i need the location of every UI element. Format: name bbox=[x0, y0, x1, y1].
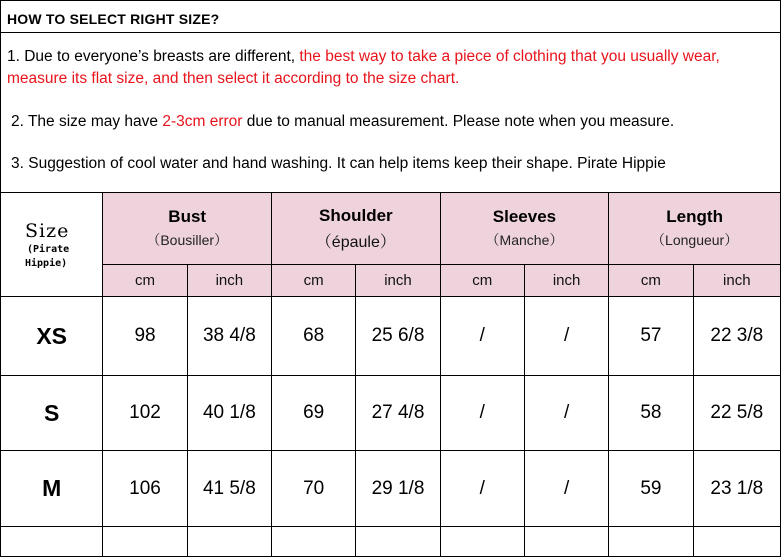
shoulder-title: Shoulder bbox=[318, 205, 393, 225]
info-line-3: 3. Suggestion of cool water and hand washing. It can help items keep their shape. Pirate Hippie bbox=[11, 155, 666, 172]
info-title: HOW TO SELECT RIGHT SIZE? bbox=[7, 11, 220, 27]
sleeves-header bbox=[440, 193, 609, 265]
row-size-label: S bbox=[1, 376, 103, 451]
table-cell: 106 bbox=[103, 451, 187, 527]
table-cell: / bbox=[440, 451, 524, 527]
table-cell-empty bbox=[609, 527, 693, 557]
table-cell: 27 4/8 bbox=[356, 376, 440, 451]
table-cell: 40 1/8 bbox=[187, 376, 271, 451]
size-column-note-2: Hippie) bbox=[25, 257, 68, 269]
header-unit-row bbox=[1, 265, 781, 297]
table-cell-empty bbox=[103, 527, 187, 557]
table-cell: 69 bbox=[272, 376, 356, 451]
table-cell: 22 5/8 bbox=[693, 376, 780, 451]
size-guide-info bbox=[0, 0, 781, 193]
table-cell: 29 1/8 bbox=[356, 451, 440, 527]
unit-cell: cm bbox=[103, 265, 187, 297]
table-cell-empty bbox=[693, 527, 780, 557]
table-cell: / bbox=[440, 376, 524, 451]
row-size-label: M bbox=[1, 451, 103, 527]
table-cell: 25 6/8 bbox=[356, 297, 440, 376]
table-cell-empty bbox=[524, 527, 608, 557]
info-line-1-highlight: the best way to take a piece of clothing that you usually wear, bbox=[299, 48, 720, 65]
unit-cell: inch bbox=[524, 265, 608, 297]
unit-cell: cm bbox=[609, 265, 693, 297]
size-column-note-1: (Pirate bbox=[27, 243, 70, 255]
info-line-2 bbox=[11, 111, 674, 133]
info-line-2-highlight: 2-3cm error bbox=[162, 113, 243, 130]
header-group-row bbox=[1, 193, 781, 265]
table-row bbox=[1, 297, 781, 376]
table-cell: 70 bbox=[272, 451, 356, 527]
length-title: Length bbox=[666, 207, 723, 226]
table-cell: 41 5/8 bbox=[187, 451, 271, 527]
title-divider bbox=[1, 32, 780, 33]
row-size-label: XS bbox=[1, 297, 103, 376]
table-cell: 102 bbox=[103, 376, 187, 451]
table-cell: 22 3/8 bbox=[693, 297, 780, 376]
unit-cell: cm bbox=[272, 265, 356, 297]
unit-cell: inch bbox=[693, 265, 780, 297]
table-cell-empty bbox=[272, 527, 356, 557]
table-row bbox=[1, 451, 781, 527]
shoulder-subtitle: （épaule） bbox=[315, 233, 396, 251]
size-column-title: Size bbox=[25, 219, 70, 242]
unit-cell: inch bbox=[356, 265, 440, 297]
unit-cell: cm bbox=[440, 265, 524, 297]
table-cell-empty bbox=[187, 527, 271, 557]
table-cell-empty bbox=[356, 527, 440, 557]
table-cell: / bbox=[524, 297, 608, 376]
table-cell: 57 bbox=[609, 297, 693, 376]
table-cell: 38 4/8 bbox=[187, 297, 271, 376]
info-line-2-text-end: due to manual measurement. Please note when you measure. bbox=[242, 113, 675, 130]
table-cell: / bbox=[524, 376, 608, 451]
bust-header bbox=[103, 193, 272, 265]
info-line-1-text: 1. Due to everyone’s breasts are different, bbox=[7, 48, 300, 65]
table-cell: 98 bbox=[103, 297, 187, 376]
info-line-1 bbox=[7, 46, 720, 90]
size-column-header bbox=[1, 193, 103, 297]
bust-title: Bust bbox=[168, 207, 207, 226]
length-header bbox=[609, 193, 781, 265]
bust-subtitle: （Bousiller） bbox=[146, 232, 229, 248]
length-subtitle: （Longueur） bbox=[651, 232, 739, 248]
table-row bbox=[1, 376, 781, 451]
table-cell-empty bbox=[1, 527, 103, 557]
sleeves-title: Sleeves bbox=[492, 207, 557, 226]
shoulder-header bbox=[272, 193, 441, 265]
table-cell: 23 1/8 bbox=[693, 451, 780, 527]
sleeves-subtitle: （Manche） bbox=[485, 232, 564, 248]
table-cell: 59 bbox=[609, 451, 693, 527]
info-line-2-text: 2. The size may have bbox=[11, 113, 163, 130]
table-row-partial bbox=[1, 527, 781, 557]
info-line-1-highlight-cont: measure its flat size, and then select it according to the size chart. bbox=[7, 70, 460, 87]
table-cell: / bbox=[524, 451, 608, 527]
unit-cell: inch bbox=[187, 265, 271, 297]
size-chart-table bbox=[0, 192, 781, 557]
table-cell: 58 bbox=[609, 376, 693, 451]
table-cell: 68 bbox=[272, 297, 356, 376]
table-cell-empty bbox=[440, 527, 524, 557]
table-cell: / bbox=[440, 297, 524, 376]
